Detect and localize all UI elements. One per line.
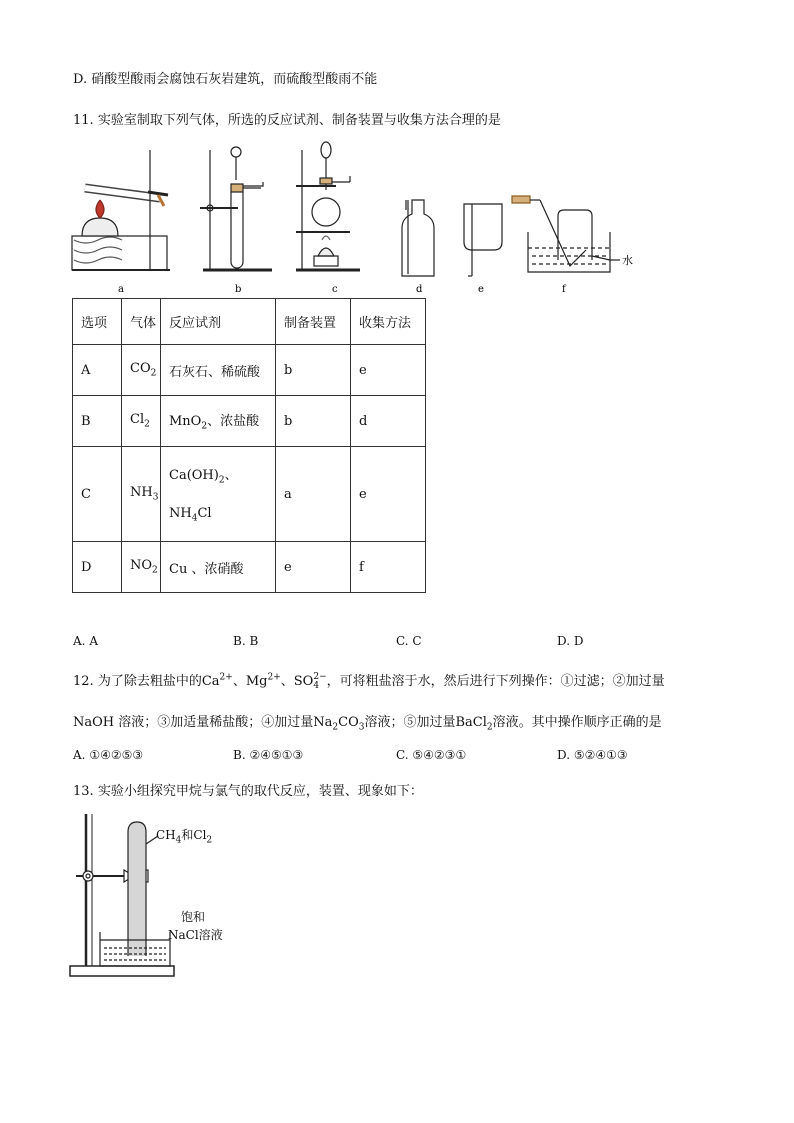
q11-number: 11. <box>73 113 94 128</box>
table-row <box>73 447 426 542</box>
row-b-reagent: MnO$_2$、浓盐酸 <box>161 396 276 447</box>
q12-choice-b[interactable]: B. ②④⑤①③ <box>233 748 304 762</box>
header-option: 选项 <box>73 299 122 345</box>
apparatus-f <box>512 196 620 272</box>
q13-stem-text: 实验小组探究甲烷与氯气的取代反应，装置、现象如下： <box>97 784 423 799</box>
header-gas: 气体 <box>122 299 161 345</box>
apparatus-b <box>200 147 272 270</box>
apparatus-label-a: a <box>118 284 124 295</box>
q12-choice-c[interactable]: C. ⑤④②③① <box>396 748 467 762</box>
row-c-option: C <box>73 447 122 542</box>
apparatus-d <box>402 200 434 276</box>
q13-solution-label-2: NaCl溶液 <box>168 928 223 942</box>
q11-choice-a[interactable]: A. A <box>73 634 98 648</box>
row-c-gas: $NH_3$ <box>122 447 161 542</box>
q13-stem <box>73 780 423 799</box>
row-a-collect: e <box>351 345 426 396</box>
apparatus-c <box>296 142 360 270</box>
table-row <box>73 345 426 396</box>
q11-options-table <box>72 298 426 593</box>
q12-choice-d[interactable]: D. ⑤②④①③ <box>557 748 628 762</box>
row-a-device: b <box>276 345 351 396</box>
row-d-reagent: Cu 、浓硝酸 <box>161 542 276 593</box>
row-c-device: a <box>276 447 351 542</box>
q11-choice-c[interactable]: C. C <box>396 634 422 648</box>
q12-choice-a[interactable]: A. ①④②⑤③ <box>73 748 144 762</box>
header-collect: 收集方法 <box>351 299 426 345</box>
apparatus-label-d: d <box>416 284 423 295</box>
table-header-row <box>73 299 426 345</box>
q13-number: 13. <box>73 784 94 799</box>
q11-choice-d[interactable]: D. D <box>557 634 584 648</box>
row-b-collect: d <box>351 396 426 447</box>
water-label: 水 <box>622 254 633 267</box>
apparatus-label-b: b <box>235 284 242 295</box>
prev-option-label: D. <box>73 72 88 87</box>
apparatus-e <box>464 204 502 276</box>
header-reagent: 反应试剂 <box>161 299 276 345</box>
q11-apparatus-figure <box>60 140 640 300</box>
q12-stem-line2: NaOH 溶液；③加适量稀盐酸；④加过量$Na_2CO_3$溶液；⑤加过量BaCl$_2$溶液。其中操作顺序正确的是 <box>73 715 662 733</box>
row-a-option: A <box>73 345 122 396</box>
q12-stem-line1: 12. 为了除去粗盐中的$Ca^{2+}$、$Mg^{2+}$、SO 2− 4 ，可将粗盐溶于水，然后进行下列操作：①过滤；②加过量 <box>73 671 665 691</box>
q11-stem-text: 实验室制取下列气体，所选的反应试剂、制备装置与收集方法合理的是 <box>97 113 501 128</box>
q11-stem <box>73 109 501 128</box>
apparatus-a <box>72 150 170 270</box>
prev-option-d <box>73 68 377 87</box>
row-d-option: D <box>73 542 122 593</box>
row-c-reagent: $Ca(OH)_2$、 $NH_4Cl$ <box>161 447 276 542</box>
q13-solution-label-1: 饱和 <box>181 910 206 924</box>
row-b-device: b <box>276 396 351 447</box>
row-d-collect: f <box>351 542 426 593</box>
apparatus-label-c: c <box>332 284 338 295</box>
q13-gas-label: $CH_4$和$Cl_2$ <box>156 828 213 846</box>
table-row <box>73 542 426 593</box>
apparatus-label-e: e <box>478 284 484 295</box>
row-b-gas: $Cl_2$ <box>122 396 161 447</box>
prev-option-text: 硝酸型酸雨会腐蚀石灰岩建筑，而硫酸型酸雨不能 <box>91 72 378 87</box>
q11-choice-b[interactable]: B. B <box>233 634 259 648</box>
row-d-device: e <box>276 542 351 593</box>
header-device: 制备装置 <box>276 299 351 345</box>
row-a-reagent: 石灰石、稀硫酸 <box>161 345 276 396</box>
row-d-gas: $NO_2$ <box>122 542 161 593</box>
q12-number: 12. <box>73 674 94 689</box>
row-a-gas: $CO_2$ <box>122 345 161 396</box>
row-b-option: B <box>73 396 122 447</box>
table-row <box>73 396 426 447</box>
row-c-collect: e <box>351 447 426 542</box>
apparatus-label-f: f <box>562 284 566 295</box>
